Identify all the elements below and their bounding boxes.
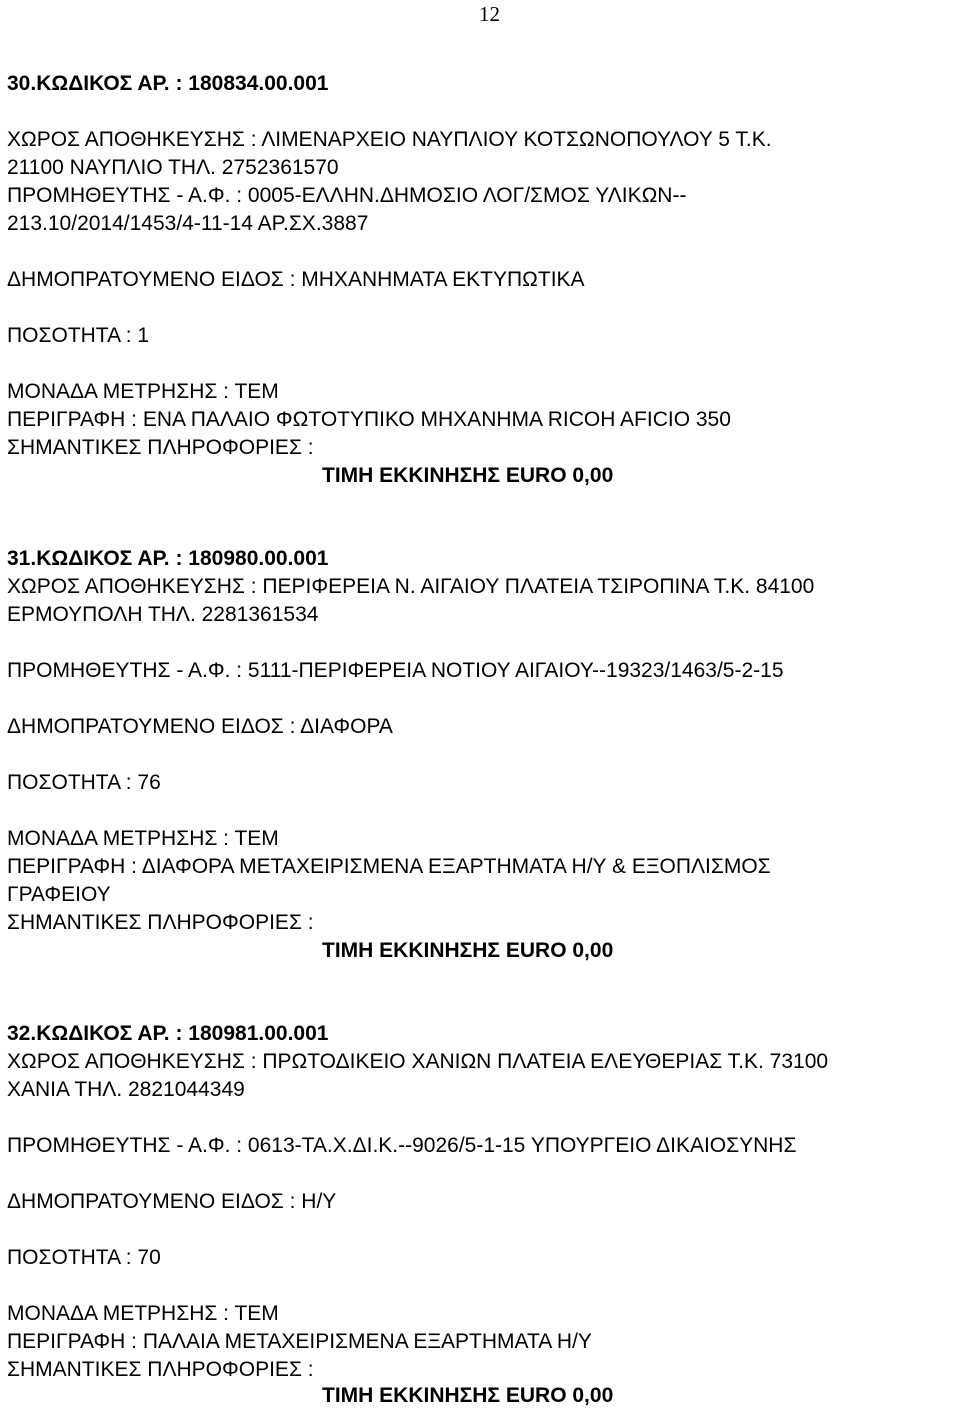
page-number: 12 bbox=[479, 2, 500, 26]
unit-of-measure: ΜΟΝΑΔΑ ΜΕΤΡΗΣΗΣ : ΤΕΜ bbox=[7, 827, 279, 850]
important-info: ΣΗΜΑΝΤΙΚΕΣ ΠΛΗΡΟΦΟΡΙΕΣ : bbox=[7, 436, 314, 459]
description-cont: ΓΡΑΦΕΙΟΥ bbox=[7, 883, 111, 906]
description: ΠΕΡΙΓΡΑΦΗ : ΔΙΑΦΟΡΑ ΜΕΤΑΧΕΙΡΙΣΜΕΝΑ ΕΞΑΡΤΗΜΑΤΑ Η/Υ & ΕΞΟΠΛΙΣΜΟΣ bbox=[7, 855, 771, 878]
quantity: ΠΟΣΟΤΗΤΑ : 70 bbox=[7, 1246, 161, 1269]
item-type: ΔΗΜΟΠΡΑΤΟΥΜΕΝΟ ΕΙΔΟΣ : ΜΗΧΑΝΗΜΑΤΑ ΕΚΤΥΠΩΤΙΚΑ bbox=[7, 268, 585, 291]
item-type: ΔΗΜΟΠΡΑΤΟΥΜΕΝΟ ΕΙΔΟΣ : ΔΙΑΦΟΡΑ bbox=[7, 715, 393, 738]
supplier-cont: 213.10/2014/1453/4-11-14 ΑΡ.ΣΧ.3887 bbox=[7, 212, 369, 235]
description: ΠΕΡΙΓΡΑΦΗ : ΕΝΑ ΠΑΛΑΙΟ ΦΩΤΟΤΥΠΙΚΟ ΜΗΧΑΝΗΜΑ RICOH AFICIO 350 bbox=[7, 408, 731, 431]
supplier: ΠΡΟΜΗΘΕΥΤΗΣ - Α.Φ. : 0613-ΤΑ.Χ.ΔΙ.Κ.--9026/5-1-15 ΥΠΟΥΡΓΕΙΟ ΔΙΚΑΙΟΣΥΝΗΣ bbox=[7, 1134, 797, 1157]
description: ΠΕΡΙΓΡΑΦΗ : ΠΑΛΑΙΑ ΜΕΤΑΧΕΙΡΙΣΜΕΝΑ ΕΞΑΡΤΗΜΑΤΑ Η/Υ bbox=[7, 1330, 592, 1353]
unit-of-measure: ΜΟΝΑΔΑ ΜΕΤΡΗΣΗΣ : ΤΕΜ bbox=[7, 1302, 279, 1325]
quantity: ΠΟΣΟΤΗΤΑ : 1 bbox=[7, 324, 150, 347]
storage-location: ΧΩΡΟΣ ΑΠΟΘΗΚΕΥΣΗΣ : ΠΕΡΙΦΕΡΕΙΑ Ν. ΑΙΓΑΙΟΥ ΠΛΑΤΕΙΑ ΤΣΙΡΟΠΙΝΑ Τ.Κ. 84100 bbox=[7, 575, 815, 598]
storage-location: ΧΩΡΟΣ ΑΠΟΘΗΚΕΥΣΗΣ : ΠΡΩΤΟΔΙΚΕΙΟ ΧΑΝΙΩΝ ΠΛΑΤΕΙΑ ΕΛΕΥΘΕΡΙΑΣ Τ.Κ. 73100 bbox=[7, 1050, 829, 1073]
unit-of-measure: ΜΟΝΑΔΑ ΜΕΤΡΗΣΗΣ : ΤΕΜ bbox=[7, 380, 279, 403]
storage-location: ΧΩΡΟΣ ΑΠΟΘΗΚΕΥΣΗΣ : ΛΙΜΕΝΑΡΧΕΙΟ ΝΑΥΠΛΙΟΥ ΚΟΤΣΩΝΟΠΟΥΛΟΥ 5 Τ.Κ. bbox=[7, 128, 772, 151]
supplier: ΠΡΟΜΗΘΕΥΤΗΣ - Α.Φ. : 0005-ΕΛΛΗΝ.ΔΗΜΟΣΙΟ ΛΟΓ/ΣΜΟΣ ΥΛΙΚΩΝ-- bbox=[7, 184, 687, 207]
important-info: ΣΗΜΑΝΤΙΚΕΣ ΠΛΗΡΟΦΟΡΙΕΣ : bbox=[7, 1358, 314, 1381]
supplier: ΠΡΟΜΗΘΕΥΤΗΣ - Α.Φ. : 5111-ΠΕΡΙΦΕΡΕΙΑ ΝΟΤΙΟΥ ΑΙΓΑΙΟΥ--19323/1463/5-2-15 bbox=[7, 659, 784, 682]
storage-location-cont: ΕΡΜΟΥΠΟΛΗ ΤΗΛ. 2281361534 bbox=[7, 603, 319, 626]
item-type: ΔΗΜΟΠΡΑΤΟΥΜΕΝΟ ΕΙΔΟΣ : Η/Υ bbox=[7, 1190, 337, 1213]
starting-price: ΤΙΜΗ ΕΚΚΙΝΗΣΗΣ EURO 0,00 bbox=[322, 464, 614, 487]
item-header: 31.ΚΩΔΙΚΟΣ ΑΡ. : 180980.00.001 bbox=[7, 547, 329, 570]
item-header: 30.ΚΩΔΙΚΟΣ ΑΡ. : 180834.00.001 bbox=[7, 72, 329, 95]
starting-price: ΤΙΜΗ ΕΚΚΙΝΗΣΗΣ EURO 0,00 bbox=[322, 1384, 614, 1407]
starting-price: ΤΙΜΗ ΕΚΚΙΝΗΣΗΣ EURO 0,00 bbox=[322, 939, 614, 962]
important-info: ΣΗΜΑΝΤΙΚΕΣ ΠΛΗΡΟΦΟΡΙΕΣ : bbox=[7, 911, 314, 934]
quantity: ΠΟΣΟΤΗΤΑ : 76 bbox=[7, 771, 161, 794]
storage-location-cont: ΧΑΝΙΑ ΤΗΛ. 2821044349 bbox=[7, 1078, 245, 1101]
storage-location-cont: 21100 ΝΑΥΠΛΙΟ ΤΗΛ. 2752361570 bbox=[7, 156, 339, 179]
item-header: 32.ΚΩΔΙΚΟΣ ΑΡ. : 180981.00.001 bbox=[7, 1022, 329, 1045]
